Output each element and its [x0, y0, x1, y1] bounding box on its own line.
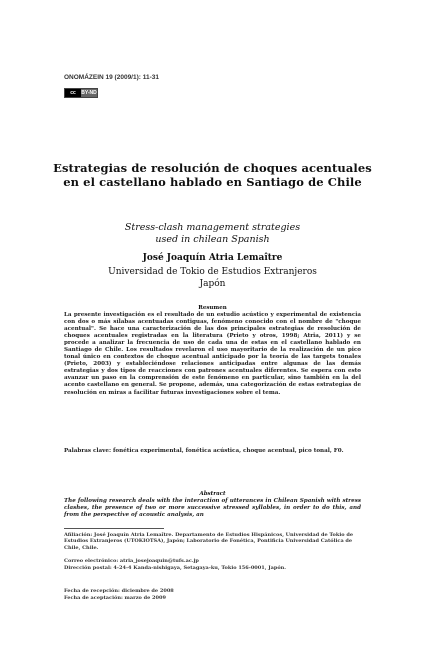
footnote-address: Dirección postal: 4-24-4 Kanda-nishigaya, Setagaya-ku, Tokio 156-0001, Japón. — [64, 565, 287, 571]
keywords: Palabras clave: fonética experimental, fonética acústica, choque acentual, pico tonal, F0. — [64, 448, 344, 454]
subtitle-line-1: Stress-clash management strategies — [124, 222, 301, 233]
paper-title — [40, 161, 385, 189]
title-line-1: Estrategias de resolución de choques acentuales — [53, 161, 372, 175]
cc-icon: cc — [65, 89, 81, 97]
abstract-heading: Abstract — [199, 491, 226, 497]
footnote-divider — [64, 528, 164, 529]
title-line-2: en el castellano hablado en Santiago de Chile — [63, 175, 362, 189]
footnote-email[interactable]: Correo electrónico: atria_josejoaquin@tufs.ac.jp — [64, 558, 199, 564]
footnote-affiliation: Afiliación: José Joaquín Atria Lemaître. Departamento de Estudios Hispánicos, Universidad de Tokio de Estudios Extranjeros (UTOKIOTSA), Japón; Laboratorio de Fonética, Pontificia Universidad Católica de Chile, Chile. — [64, 532, 354, 551]
accepted-date: Fecha de aceptación: marzo de 2009 — [64, 595, 166, 601]
english-title — [40, 222, 385, 246]
author-name: José Joaquín Atria Lemaître — [142, 253, 283, 263]
journal-citation: ONOMÁZEIN 19 (2009/1): 11-31 — [64, 74, 160, 81]
abstract-body: The following research deals with the interaction of utterances in Chilean Spanish with stress clashes, the presence of two or more successive stressed syllables, in order to do this, and from the perspective of acoustic analysis, an — [64, 498, 361, 519]
author-affiliation — [40, 266, 385, 290]
resumen-heading: Resumen — [198, 305, 227, 311]
resumen-body: La presente investigación es el resultado de un estudio acústico y experimental de existencia con dos o más sílabas acentuadas contiguas, fenómeno conocido con el nombre de "choque acentual". Se hace una caracterización de las dos principales estrategias de resolución de choques acentuales registradas en la literatura (Prieto y otros, 1998; Atria, 2011) y se procede a analizar la frecuencia de uso de cada una de estas en el castellano hablado en Santiago de Chile. Los resultados revelaron el uso mayoritario de la realización de un pico tonal único en contextos de choque acentual anticipado por la teoría de las targets tonales (Prieto, 2003) y estableciéndose relaciones anticipadas entre algunas de las demás estrategias y dos tipos de reacciones con patrones acentuales diferentes. Se espera con esto avanzar un paso en la comprensión de este fenómeno en particular, sino también en la del acento castellano en general. Se propone, además, una categorización de estas estrategias de resolución en miras a facilitar futuras investigaciones sobre el tema. — [64, 312, 361, 396]
subtitle-line-2: used in chilean Spanish — [155, 234, 270, 245]
cc-license-badge[interactable] — [64, 88, 98, 98]
affiliation-line-1: Universidad de Tokio de Estudios Extranjeros — [108, 267, 317, 277]
received-date: Fecha de recepción: diciembre de 2008 — [64, 588, 174, 594]
affiliation-line-2: Japón — [199, 279, 226, 289]
by-nd-icon: BY-ND — [81, 90, 97, 96]
